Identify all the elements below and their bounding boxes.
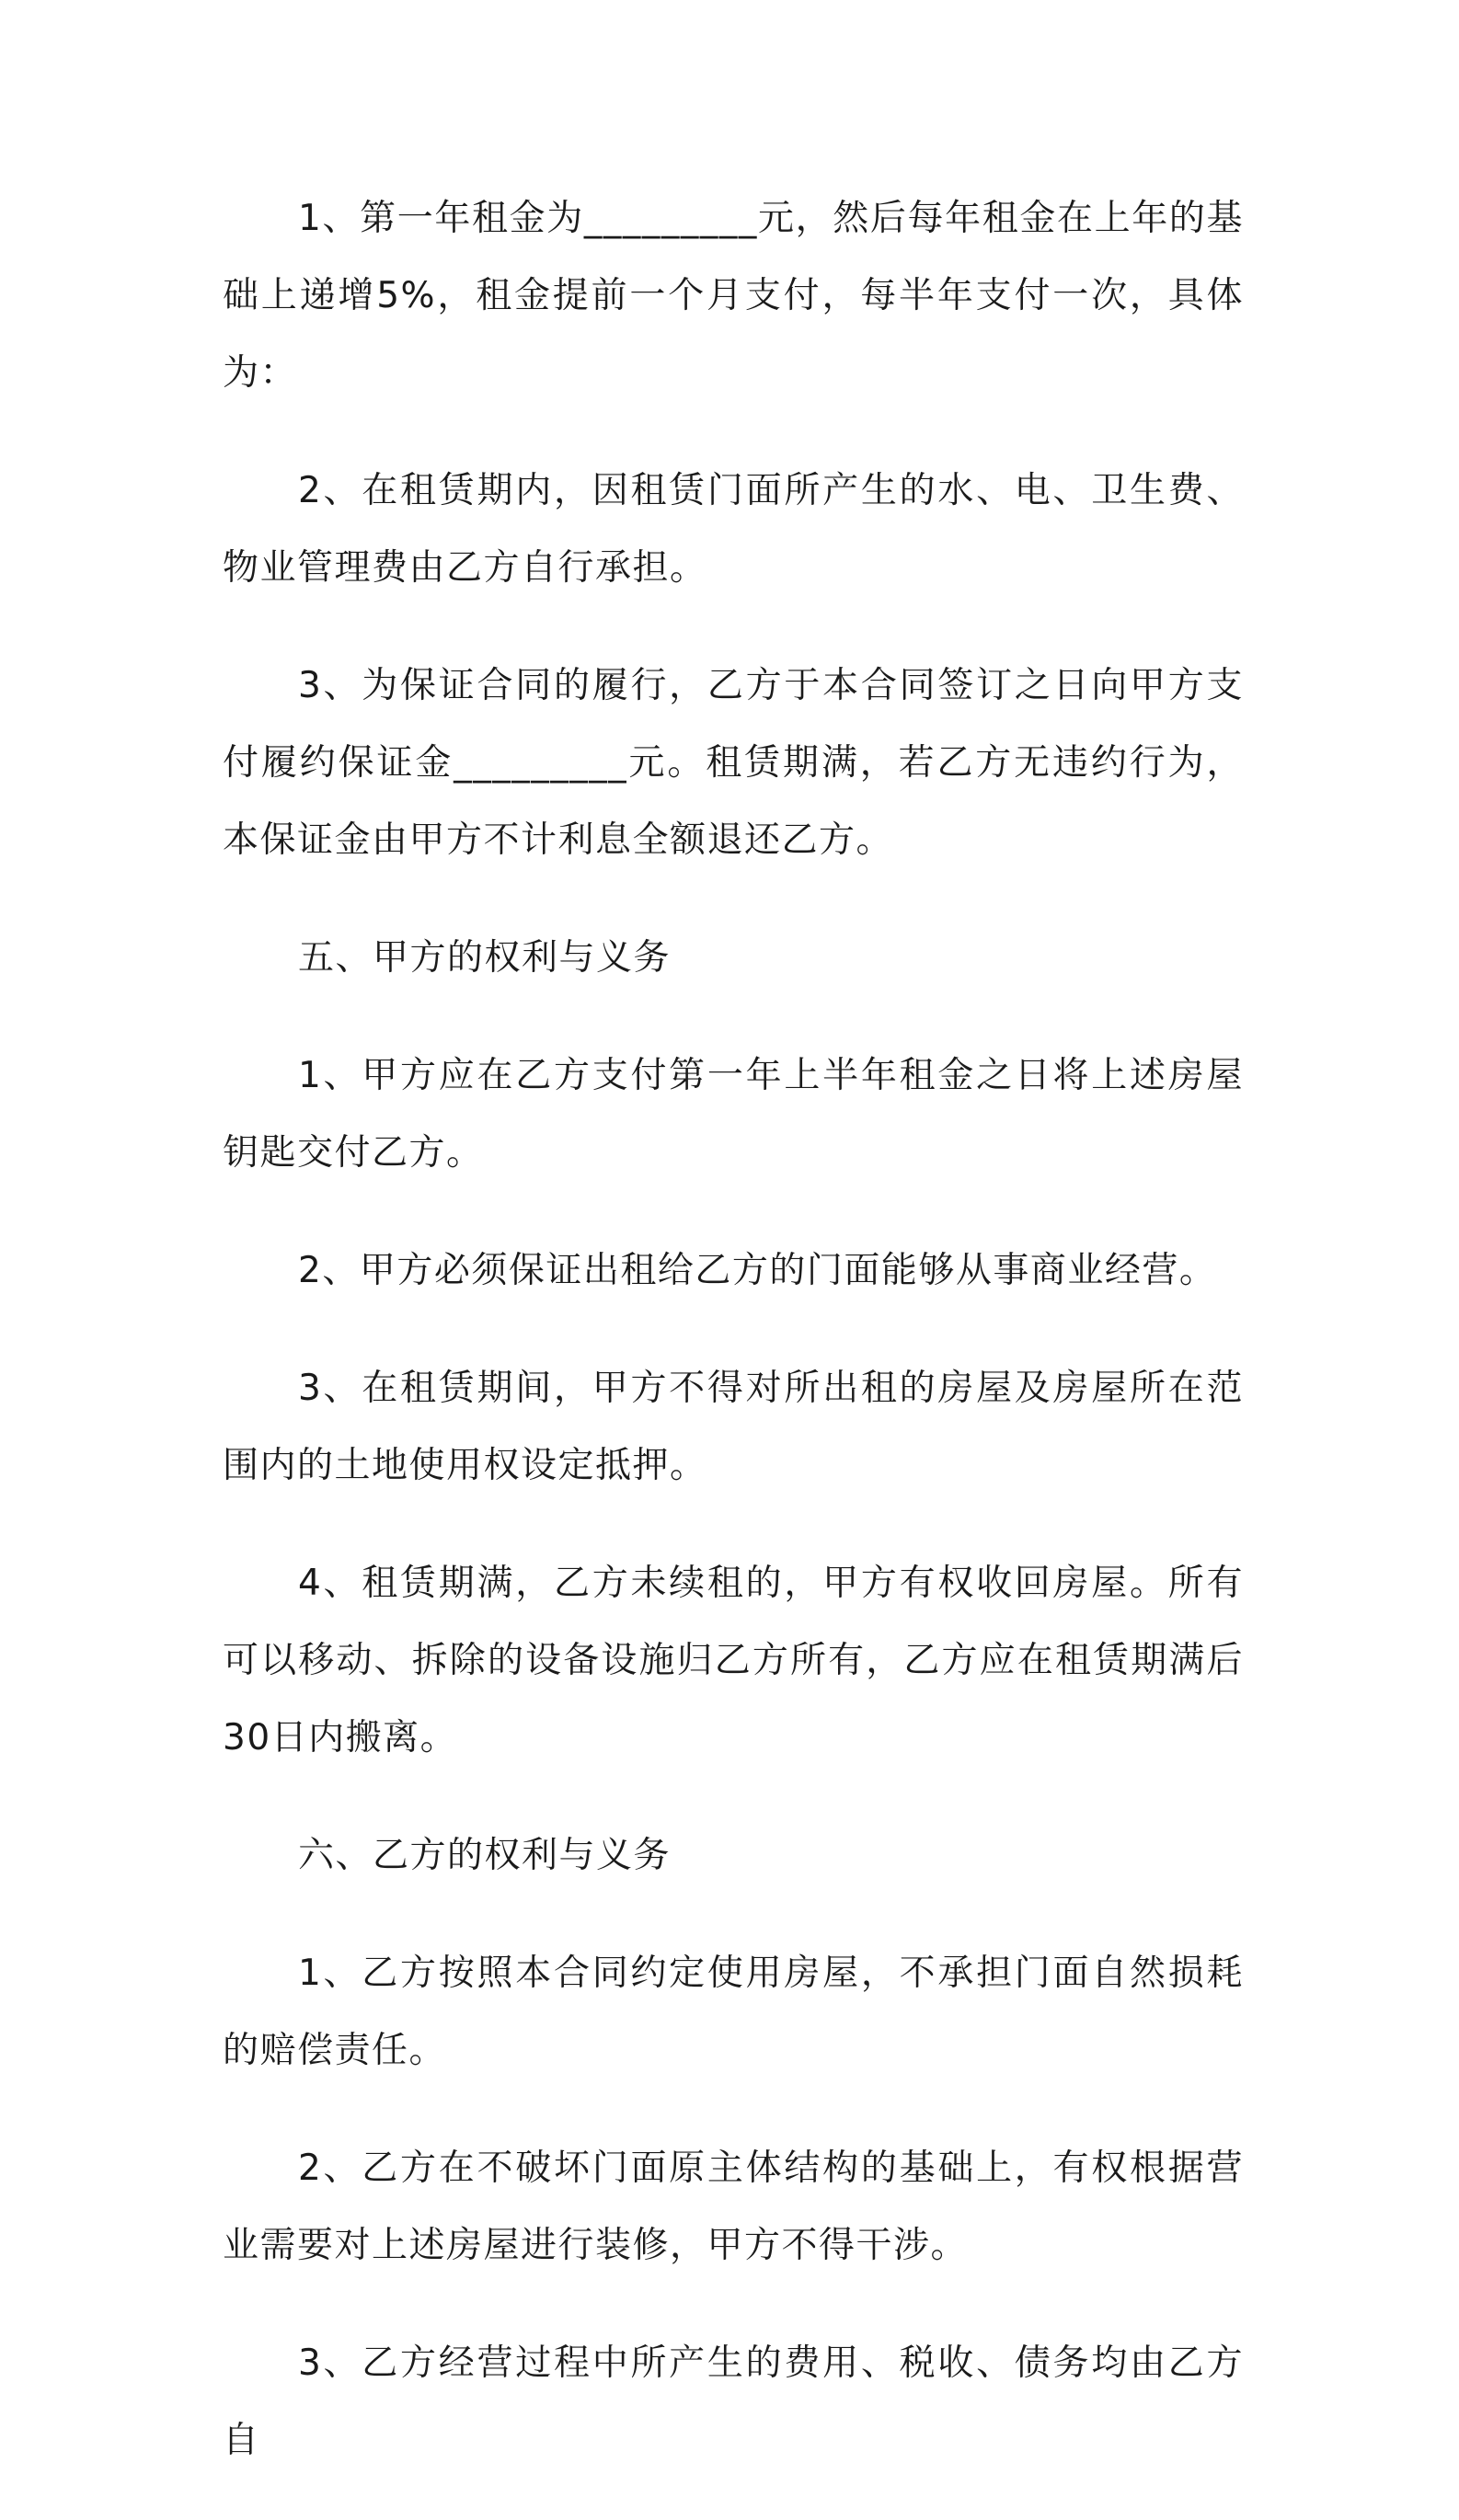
clause-party-a-commercial-use: 2、甲方必须保证出租给乙方的门面能够从事商业经营。 [298, 1250, 1217, 1291]
document-page [223, 180, 1244, 2520]
clause-party-a-reclaim: 4、租赁期满，乙方未续租的，甲方有权收回房屋。所有可以移动、拆除的设备设施归乙方所有，乙方应在租赁期满后30日内搬离。 [223, 1563, 1244, 1758]
clause-party-b-expenses: 3、乙方经营过程中所产生的费用、税收、债务均由乙方自 [223, 2342, 1244, 2461]
section-heading-party-a: 五、甲方的权利与义务 [298, 937, 672, 979]
clause-party-a-keys: 1、甲方应在乙方支付第一年上半年租金之日将上述房屋钥匙交付乙方。 [223, 1055, 1244, 1174]
section-heading-party-b: 六、乙方的权利与义务 [298, 1835, 672, 1876]
clause-utilities: 2、在租赁期内，因租赁门面所产生的水、电、卫生费、物业管理费由乙方自行承担。 [223, 470, 1244, 589]
clause-party-b-renovation: 2、乙方在不破坏门面原主体结构的基础上，有权根据营业需要对上述房屋进行装修，甲方不得干涉。 [223, 2148, 1244, 2266]
clause-deposit: 3、为保证合同的履行，乙方于本合同签订之日向甲方支付履约保证金_________元。租赁期满，若乙方无违约行为，本保证金由甲方不计利息全额退还乙方。 [223, 665, 1244, 861]
clause-party-a-no-mortgage: 3、在租赁期间，甲方不得对所出租的房屋及房屋所在范围内的土地使用权设定抵押。 [223, 1368, 1244, 1486]
clause-rent-amount: 1、第一年租金为_________元，然后每年租金在上年的基础上递增5%，租金提前一个月支付，每半年支付一次，具体为： [223, 198, 1244, 394]
clause-party-b-usage: 1、乙方按照本合同约定使用房屋，不承担门面自然损耗的赔偿责任。 [223, 1953, 1244, 2071]
